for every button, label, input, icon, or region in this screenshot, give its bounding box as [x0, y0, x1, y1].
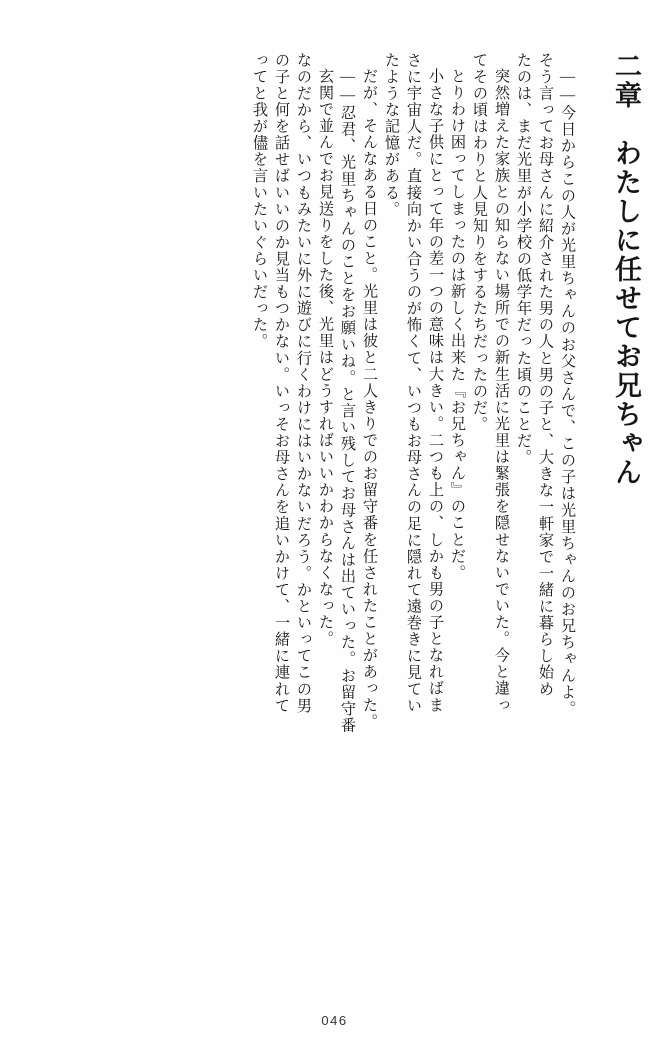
body-line: てその頃はわりと人見知りをするたちだったのだ。 [471, 52, 488, 433]
body-line: 突然増えた家族との知らない場所での新生活に光里は緊張を隠せないでいた。今と違っ [493, 68, 510, 714]
body-line: たような記憶がある。 [383, 52, 400, 218]
body-line: の子と何を話せばいいのか見当もつかない。いっそお母さんを追いかけて、一緒に連れて [273, 52, 290, 714]
body-line: なのだから、いつもみたいに外に遊びに行くわけにはいかないだろう。かといってこの男 [295, 52, 312, 714]
body-line: だが、そんなある日のこと。光里は彼と二人きりでのお留守番を任されたことがあった。 [361, 68, 378, 730]
chapter-heading: 二章 わたしに任せてお兄ちゃん [610, 52, 641, 487]
page-text-body [28, 52, 641, 972]
body-line: 玄関で並んでお見送りをした後、光里はどうすればいいかわからなくなった。 [317, 68, 334, 648]
body-line: ――今日からこの人が光里ちゃんのお父さんで、この子は光里ちゃんのお兄ちゃんよ。 [559, 68, 576, 718]
body-line: さに宇宙人だ。直接向かい合うのが怖くて、いつもお母さんの足に隠れて遠巻きに見てい [405, 52, 422, 714]
body-line: そう言ってお母さんに紹介された男の人と男の子と、大きな一軒家で一緒に暮らし始め [537, 52, 554, 698]
body-line: ってと我が儘を言いたいぐらいだった。 [251, 52, 268, 350]
body-line: たのは、まだ光里が小学校の低学年だった頃のことだ。 [515, 52, 532, 466]
body-line: ――忍君、光里ちゃんのことをお願いね。と言い残してお母さんは出ていった。お留守番 [339, 68, 356, 734]
body-line: とりわけ困ってしまったのは新しく出来た『お兄ちゃん』のことだ。 [449, 68, 466, 582]
body-line: 小さな子供にとって年の差一つの意味は大きい。二つも上の、しかも男の子となればま [427, 68, 444, 714]
page-number: 046 [321, 1013, 348, 1028]
